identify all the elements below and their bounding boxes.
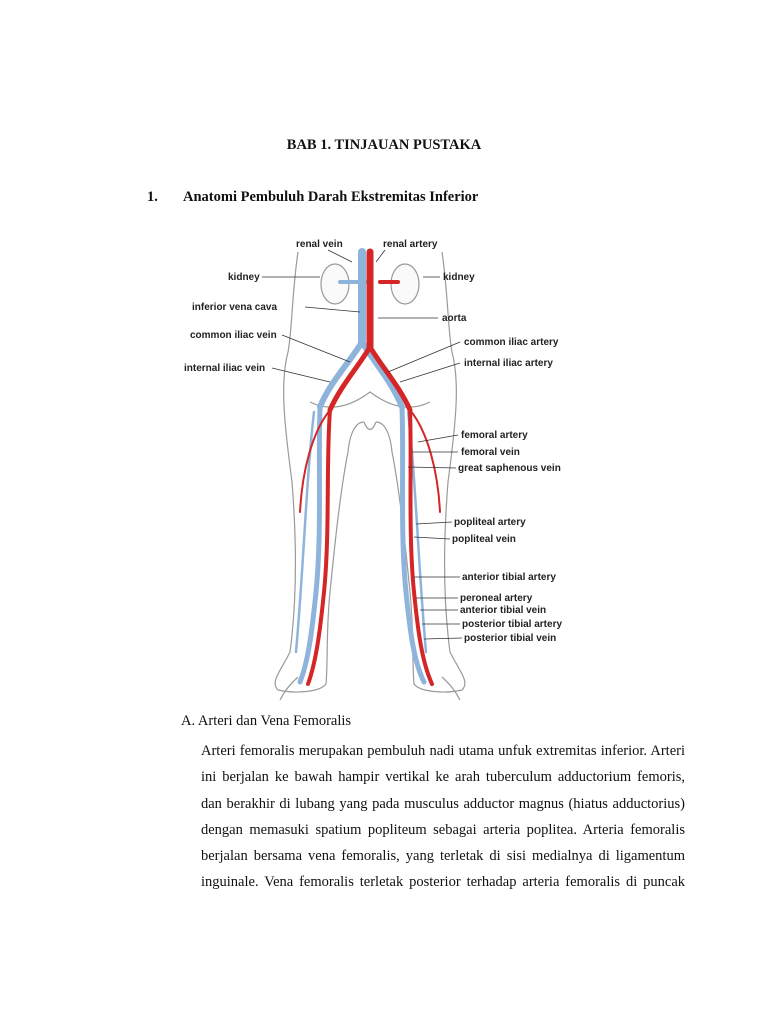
anatomy-figure xyxy=(180,232,580,710)
label-anterior-tibial-artery: anterior tibial artery xyxy=(462,572,556,583)
label-inferior-vena-cava: inferior vena cava xyxy=(192,302,278,313)
label-renal-artery: renal artery xyxy=(383,239,438,250)
label-femoral-artery: femoral artery xyxy=(461,430,528,441)
lower-limb-vessels-illustration xyxy=(180,232,580,710)
label-renal-vein: renal vein xyxy=(296,239,343,250)
label-anterior-tibial-vein: anterior tibial vein xyxy=(460,605,547,616)
page-title: BAB 1. TINJAUAN PUSTAKA xyxy=(286,137,482,153)
label-common-iliac-vein: common iliac vein xyxy=(190,330,277,341)
label-posterior-tibial-vein: posterior tibial vein xyxy=(464,633,557,644)
label-aorta: aorta xyxy=(442,313,467,324)
label-popliteal-artery: popliteal artery xyxy=(454,517,526,528)
label-common-iliac-artery: common iliac artery xyxy=(464,337,559,348)
subsection-heading: A. Arteri dan Vena Femoralis xyxy=(181,713,352,729)
veins xyxy=(296,252,426,682)
section-number: 1. xyxy=(147,189,158,205)
label-peroneal-artery: peroneal artery xyxy=(460,593,533,604)
label-kidney-right: kidney xyxy=(443,272,475,283)
label-internal-iliac-artery: internal iliac artery xyxy=(464,358,553,369)
section-title: Anatomi Pembuluh Darah Ekstremitas Inferior xyxy=(183,189,479,205)
body-paragraph: Arteri femoralis merupakan pembuluh nadi utama unfuk extremitas inferior. Arteri ini berjalan ke bawah hampir vertikal ke arah tuberculum adductorium femoris, dan berakhir di lubang yang pada musculus adductor magnus (hiatus adductorius) dengan memasuki spatium popliteum sebagai arteria poplitea. Arteria femoralis berjalan bersama vena femoralis, yang terletak di sisi medialnya di ligamentum inguinale. Vena femoralis terletak posterior terhadap arteria femoralis di puncak xyxy=(201,743,685,891)
label-internal-iliac-vein: internal iliac vein xyxy=(184,363,266,374)
label-great-saphenous-vein: great saphenous vein xyxy=(458,463,561,474)
section-heading xyxy=(147,189,478,206)
label-popliteal-vein: popliteal vein xyxy=(452,534,516,545)
label-posterior-tibial-artery: posterior tibial artery xyxy=(462,619,563,630)
label-kidney-left: kidney xyxy=(228,272,260,283)
label-femoral-vein: femoral vein xyxy=(461,447,520,458)
